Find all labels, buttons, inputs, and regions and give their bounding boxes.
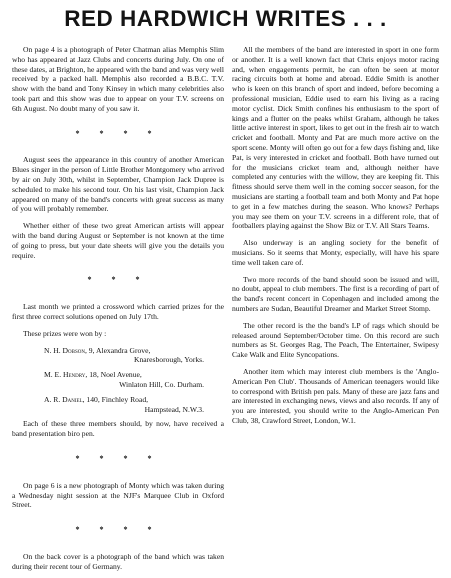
winner-address-line1: , 18, Noel Avenue, [85, 370, 142, 380]
biro-pen-paragraph: Each of these three members should, by now, have received a band presentation biro pen. [12, 419, 224, 439]
section-divider: * * * * [75, 525, 161, 535]
winner-address-line1: , 9, Alexandra Grove, [85, 345, 151, 355]
memphis-slim-paragraph: On page 4 is a photograph of Peter Chatman alias Memphis Slim who has appeared at Jazz Clubs and concerts during July. On one of these dates, at Brighton, he appeared with the band and was very well received by a packed hall. Memphis also recorded a B.B.C. T.V. show with the band and Tony Kinsey in which many celebrities also took part and this show was due to appear on your T.V. screens on 6th August. No doubt many of you saw it. [12, 45, 224, 113]
rags-lp-paragraph: The other record is the the band's LP of rags which should be released around September/October time. On this record are such numbers as St. Georges Rag, The Peach, The Entertainer, Swipesy Cake Walk and Elite Syncopations. [232, 320, 439, 360]
prize-winner [44, 346, 224, 366]
records-paragraph: Two more records of the band should soon be issued and will, no doubt, appeal to club members. The first is a recording of part of the band's recent concert in Copenhagen and included among the numbers are Sudan, Beautiful Dreamer and Market Street Stomp. [232, 274, 439, 313]
american-artists-paragraph: Whether either of these two great American artists will appear with the band during August or September is not known at the time of going to press, but your date sheets will give you the details you require. [12, 221, 224, 260]
prize-winner [44, 395, 224, 415]
section-divider: * * * [87, 275, 149, 285]
winner-address-line2: Hampstead, N.W.3. [144, 404, 204, 414]
winner-address-line2: Winlaton Hill, Co. Durham. [119, 379, 204, 389]
right-column [232, 45, 439, 433]
sport-paragraph: All the members of the band are interested in sport in one form or another. It is a well known fact that Chris enjoys motor racing and, when engagements permit, he can often be seen at motor racing circuits both at home and abroad. Eddie Smith is another who is keen on this branch of sport and indeed, before becoming a professional musician, Eddie used to earn his living as a racing motor cyclist. Dick Smith confines his enthusiasm to the sport of kings and a flutter on the peaks whilst Graham, although he takes little active interest in sport, likes to get out in the fresh air to watch cricket and football. Monty and Pat are much more active on the sport scene. Monty will often go out for a few days fishing and, like Pat, is very interested in cricket and football. Both have turned out for the musicians cricket team and, although neither have completed any centuries with the willow, they are keeping fit. This fitness should serve them well in the coming soccer season, for the musicians are starting a football team and both Monty and Pat hope to get in a few matches during the season. Who knows? Perhaps you may see them on your T.V. screens in a different role, that of footballers playing against the Show Biz or T.V. All Stars Teams. [232, 45, 439, 231]
prizes-intro: These prizes were won by : [23, 328, 107, 338]
winner-address-line2: Knaresborough, Yorks. [133, 355, 204, 365]
winner-name: N. H. Dobson [44, 345, 85, 355]
little-brother-paragraph: August sees the appearance in this country of another American Blues singer in the person of Little Brother Montgomery who arrived by air on July 30th, whilst in September, Champion Jack Dupree is scheduled to make his second tour. On his last visit, Champion Jack appeared on many of the band's concerts with great success as many of you will probably remember. [12, 155, 224, 214]
prize-winner [44, 370, 224, 390]
crossword-paragraph: Last month we printed a crossword which carried prizes for the first three correct solutions opened on July 17th. [12, 302, 224, 321]
winner-address-line1: , 140, Finchley Road, [82, 394, 149, 404]
headline: RED HARDWICH WRITES . . . [64, 6, 387, 31]
angling-paragraph: Also underway is an angling society for the benefit of musicians. So it seems that Monty, especially, will have his spare time well taken care of. [232, 238, 439, 267]
monty-photo-paragraph: On page 6 is a new photograph of Monty which was taken during a Wednesday night session at the NJF's Marquee Club in Oxford Street. [12, 480, 224, 510]
back-cover-paragraph: On the back cover is a photograph of the band which was taken during their recent tour of Germany. [12, 551, 224, 571]
left-column [12, 45, 224, 578]
section-divider: * * * * [75, 128, 161, 138]
winner-name: A. R. Daniel [44, 394, 83, 404]
section-divider: * * * * [75, 453, 161, 463]
pen-club-paragraph: Another item which may interest club members is the 'Anglo-American Pen Club'. Thousands of American teenagers would like to correspond with British pen pals. Many of these are jazz fans and are interested in exchanging news, views and also records. If any of you are interested, you should write to the Anglo-American Pen Club, 38, Crawford Street, London, W.1. [232, 366, 439, 425]
winner-name: M. E. Hendry [44, 370, 86, 380]
